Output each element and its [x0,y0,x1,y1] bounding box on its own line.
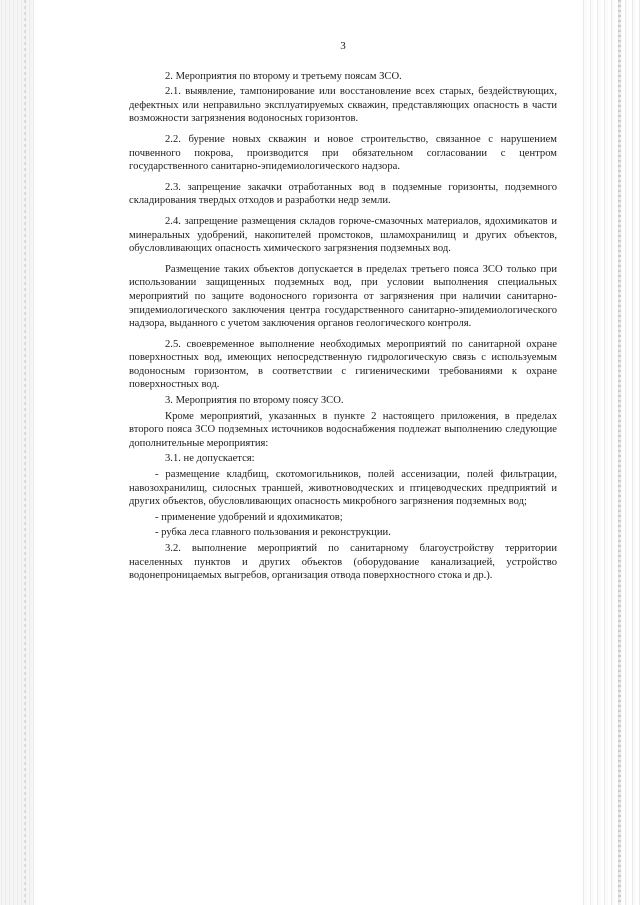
section-2-heading: 2. Мероприятия по второму и третьему поясам ЗСО. [165,70,402,82]
item-2-5: 2.5. своевременное выполнение необходимых мероприятий по санитарной охране поверхностных вод, имеющих непосредственную гидрологическую связь с используемым водоносным горизонтом, в соответствии с гигиеническими требованиями к охране поверхностных вод. [129,338,557,391]
section-3-intro: Кроме мероприятий, указанных в пункте 2 настоящего приложения, в пределах второго пояса ЗСО подземных источников водоснабжения подлежат выполнению следующие дополнительные мероприятия: [129,410,557,449]
scan-edge-left [0,0,34,905]
item-2-4: 2.4. запрещение размещения складов горюче-смазочных материалов, ядохимикатов и минеральных удобрений, накопителей промстоков, шламохранилищ и других объектов, обусловливающих опасность химического загрязнения подземных вод. [129,215,557,255]
item-2-1: 2.1. выявление, тампонирование или восстановление всех старых, бездействующих, дефектных или неправильно эксплуатируемых скважин, представляющих опасность в части возможности загрязнения водоносных горизонтов. [129,86,557,125]
page-number: 3 [340,40,346,52]
item-2-2: 2.2. бурение новых скважин и новое строительство, связанное с нарушением почвенного покрова, производится при обязательном согласовании с центром государственного санитарно-эпидемиологического надзора. [129,133,557,173]
section-3-heading: 3. Мероприятия по второму поясу ЗСО. [165,395,344,407]
item-2-3: 2.3. запрещение закачки отработанных вод в подземные горизонты, подземного складирования твердых отходов и разработки недр земли. [129,181,557,207]
item-3-2: 3.2. выполнение мероприятий по санитарному благоустройству территории населенных пунктов и других объектов (оборудование канализацией, устройство водонепроницаемых выгребов, организация отвода поверхностного стока и др.). [129,543,557,582]
document-body [129,40,557,590]
item-3-1: 3.1. не допускается: [165,453,255,465]
item-3-1-bullet-3: - рубка леса главного пользования и реконструкции. [155,527,391,539]
item-3-1-bullet-2: - применение удобрений и ядохимикатов; [155,511,343,523]
scan-edge-right [580,0,640,905]
item-3-1-bullet-1: - размещение кладбищ, скотомогильников, полей ассенизации, полей фильтрации, навозохранилищ, силосных траншей, животноводческих и птицеводческих предприятий и других объектов, обусловливающих опасность микробного загрязнения подземных вод; [129,469,557,508]
item-2-4-note: Размещение таких объектов допускается в пределах третьего пояса ЗСО только при использовании защищенных подземных вод, при условии выполнения специальных мероприятий по защите водоносного горизонта от загрязнения при наличии санитарно-эпидемиологического заключения центра государственного санитарно-эпидемиологического надзора, выданного с учетом заключения органов геологического контроля. [129,263,557,330]
